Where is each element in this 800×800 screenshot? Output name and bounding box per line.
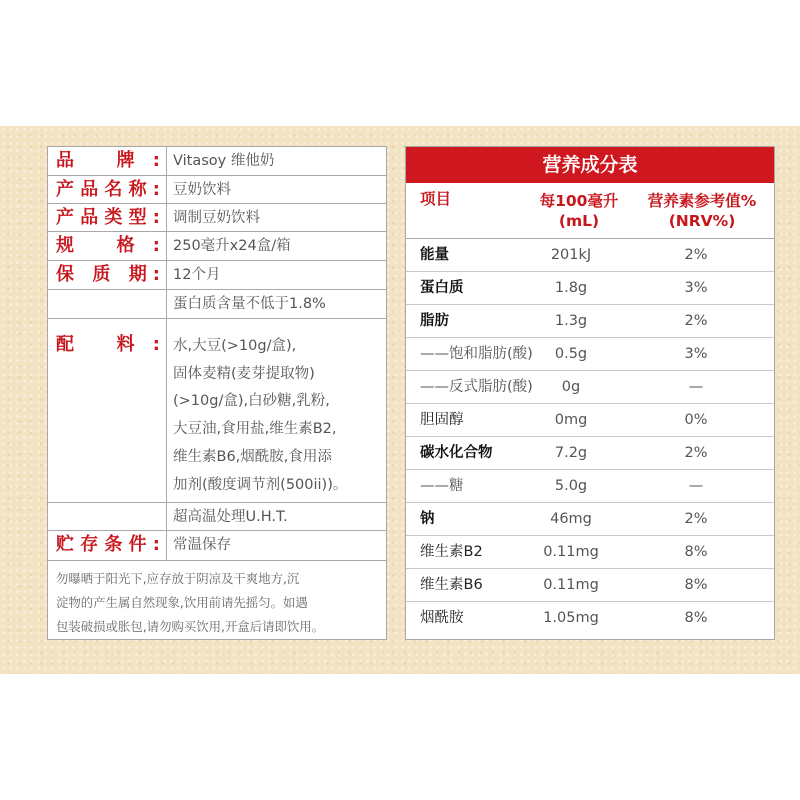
header-per100-line1: 每100毫升	[539, 192, 619, 210]
nutrient-name: 维生素B6	[420, 577, 483, 593]
nutrient-nrv: 8%	[684, 544, 708, 560]
nutrition-row	[406, 437, 774, 470]
nutrient-nrv: 2%	[684, 511, 708, 527]
nutrient-amount: 46mg	[550, 511, 592, 527]
nutrient-amount: 0mg	[554, 412, 588, 428]
footnote-line: 勿曝晒于阳光下,应存放于阴凉及干爽地方,沉	[56, 571, 300, 586]
nutrient-nrv: —	[688, 379, 704, 395]
info-label: 产品名称:	[56, 179, 160, 200]
header-nrv	[632, 191, 772, 231]
storage-footnote	[56, 567, 382, 639]
nutrient-amount: 1.05mg	[543, 610, 599, 626]
header-per100	[524, 191, 634, 231]
nutrition-row	[406, 503, 774, 536]
nutrition-row	[406, 371, 774, 404]
ingredients-list	[173, 333, 380, 499]
ingredients-line: (>10g/盒),白砂糖,乳粉,	[173, 393, 330, 410]
nutrition-row	[406, 272, 774, 305]
nutrition-row	[406, 338, 774, 371]
info-value: 豆奶饮料	[173, 182, 231, 198]
nutrition-row	[406, 536, 774, 569]
info-row-spec	[48, 232, 386, 261]
header-per100-line2: (mL)	[558, 212, 600, 230]
ingredients-line: 水,大豆(>10g/盒),	[173, 338, 297, 354]
info-row-shelf-life	[48, 261, 386, 290]
nutrition-row	[406, 239, 774, 272]
nutrient-nrv: 2%	[684, 313, 708, 329]
nutrient-nrv: —	[688, 478, 704, 494]
storage-label: 贮存条件:	[56, 534, 160, 555]
nutrient-amount: 201kJ	[550, 247, 592, 263]
info-label: 保 质 期:	[56, 264, 160, 285]
nutrient-name: ——反式脂肪(酸)	[420, 379, 533, 395]
info-label: 品 牌:	[56, 150, 160, 171]
nutrition-row	[406, 470, 774, 503]
nutrient-amount: 0.5g	[554, 346, 588, 362]
nutrition-header	[406, 183, 774, 239]
nutrient-amount: 0g	[561, 379, 581, 395]
info-row-protein-note	[48, 290, 386, 319]
info-value: Vitasoy 维他奶	[173, 153, 275, 169]
nutrient-amount: 0.11mg	[543, 544, 599, 560]
storage-value: 常温保存	[173, 537, 231, 553]
nutrient-nrv: 2%	[684, 445, 708, 461]
ingredients-line: 大豆油,食用盐,维生素B2,	[173, 421, 337, 438]
product-info-panel	[47, 146, 387, 640]
nutrient-amount: 0.11mg	[543, 577, 599, 593]
nutrient-nrv: 8%	[684, 610, 708, 626]
nutrient-nrv: 3%	[684, 280, 708, 296]
nutrient-nrv: 0%	[684, 412, 708, 428]
nutrient-name: 钠	[420, 511, 435, 527]
nutrient-name: 烟酰胺	[420, 610, 464, 626]
nutrient-nrv: 2%	[684, 247, 708, 263]
info-row-product-type	[48, 204, 386, 232]
footnote-line: 包装破损或胀包,请勿购买饮用,开盒后请即饮用。	[56, 619, 325, 634]
nutrient-nrv: 8%	[684, 577, 708, 593]
info-row-storage	[48, 531, 386, 561]
nutrient-name: 维生素B2	[420, 544, 483, 560]
info-value: 调制豆奶饮料	[173, 210, 260, 226]
header-nrv-line1: 营养素参考值%	[647, 192, 757, 210]
info-label: 产品类型:	[56, 207, 160, 228]
header-nrv-line2: (NRV%)	[668, 212, 736, 230]
nutrition-row	[406, 602, 774, 635]
protein-note: 蛋白质含量不低于1.8%	[173, 296, 326, 312]
nutrition-row	[406, 404, 774, 437]
nutrient-name: 胆固醇	[420, 412, 464, 428]
nutrition-row	[406, 569, 774, 602]
footnote-line: 淀物的产生属自然现象,饮用前请先摇匀。如遇	[56, 595, 308, 610]
info-value: 250毫升x24盒/箱	[173, 238, 291, 254]
ingredients-line: 固体麦精(麦芽提取物)	[173, 365, 315, 382]
nutrient-name: 蛋白质	[420, 280, 464, 296]
nutrient-name: 脂肪	[420, 313, 449, 329]
info-row-ingredients	[48, 319, 386, 503]
uht-note: 超高温处理U.H.T.	[173, 509, 288, 525]
nutrition-title: 营养成分表	[406, 147, 774, 183]
nutrient-nrv: 3%	[684, 346, 708, 362]
nutrition-row	[406, 305, 774, 338]
nutrient-name: 碳水化合物	[420, 445, 493, 461]
info-label: 规 格:	[56, 235, 160, 256]
nutrient-name: ——糖	[420, 478, 464, 494]
nutrient-amount: 5.0g	[554, 478, 588, 494]
nutrient-amount: 1.3g	[554, 313, 588, 329]
nutrient-amount: 1.8g	[554, 280, 588, 296]
nutrient-amount: 7.2g	[554, 445, 588, 461]
ingredients-line: 维生素B6,烟酰胺,食用添	[173, 448, 332, 465]
nutrition-facts-panel	[405, 146, 775, 640]
header-item: 项目	[420, 190, 452, 208]
nutrient-name: 能量	[420, 247, 449, 263]
info-row-brand	[48, 147, 386, 176]
info-row-uht	[48, 503, 386, 531]
ingredients-line: 加剂(酸度调节剂(500ii))。	[173, 476, 348, 493]
info-value: 12个月	[173, 267, 221, 283]
ingredients-label: 配 料:	[56, 334, 160, 355]
nutrient-name: ——饱和脂肪(酸)	[420, 346, 533, 362]
info-row-product-name	[48, 176, 386, 204]
